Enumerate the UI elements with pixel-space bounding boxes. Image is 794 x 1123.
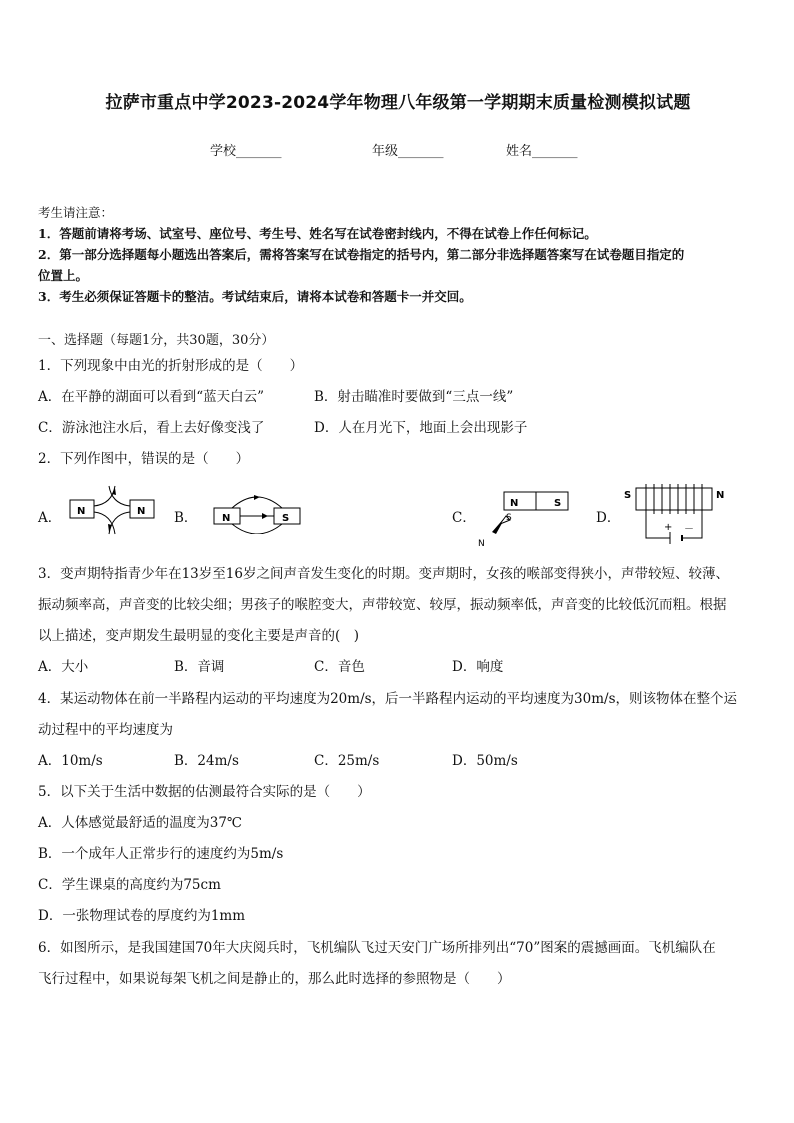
- q2-figure-d: [624, 480, 732, 544]
- q3-option-b[interactable]: B．音调: [174, 659, 225, 675]
- battery-plus: +: [664, 522, 673, 533]
- grade-field[interactable]: 年级_______: [372, 144, 444, 159]
- pole-label: N: [716, 490, 725, 501]
- field-line: [232, 497, 282, 508]
- pole-label: S: [506, 513, 512, 523]
- q4-option-c[interactable]: C．25m/s: [314, 753, 380, 769]
- notice-item-2-cont: 位置上。: [38, 268, 89, 283]
- q2-figure-b: [212, 486, 304, 534]
- battery-minus: －: [684, 524, 694, 535]
- q2-figure-c: [472, 490, 574, 550]
- q1-option-d[interactable]: D．人在月光下，地面上会出现影子: [314, 420, 528, 436]
- q4-option-a[interactable]: A．10m/s: [38, 753, 103, 769]
- q5-option-c[interactable]: C．学生课桌的高度约为75cm: [38, 877, 221, 893]
- field-line: [109, 512, 130, 534]
- q3-line-1: 3．变声期特指青少年在13岁至16岁之间声音发生变化的时期。变声期时，女孩的喉部变得狭小，声带较短、较薄、: [38, 566, 729, 582]
- q2-figure-a: [68, 484, 160, 536]
- field-line: [94, 512, 115, 534]
- q3-line-2: 振动频率高，声音变的比较尖细；男孩子的喉腔变大，声带较宽、较厚，振动频率低，声音变的比较低沉而粗。根据: [38, 597, 727, 613]
- q1-option-b[interactable]: B．射击瞄准时要做到“三点一线”: [314, 389, 514, 405]
- notice-item-3: 3．考生必须保证答题卡的整洁。考试结束后，请将本试卷和答题卡一并交回。: [38, 289, 472, 304]
- q3-option-d[interactable]: D．响度: [452, 659, 504, 675]
- arrowhead: [262, 513, 268, 519]
- pole-label: N: [137, 506, 146, 517]
- q6-line-2: 飞行过程中，如果说每架飞机之间是静止的，那么此时选择的参照物是（ ）: [38, 971, 511, 987]
- field-line: [94, 486, 115, 506]
- q5-option-b[interactable]: B．一个成年人正常步行的速度约为5m/s: [38, 846, 284, 862]
- q6-line-1: 6．如图所示，是我国建国70年大庆阅兵时，飞机编队飞过天安门广场所排列出“70”图案的震撼画面。飞机编队在: [38, 940, 716, 956]
- name-field[interactable]: 姓名_______: [506, 144, 578, 159]
- pole-label: S: [282, 513, 290, 524]
- q2-option-a[interactable]: A．: [38, 510, 62, 526]
- field-line: [109, 486, 130, 506]
- solenoid-core: [636, 488, 712, 510]
- section-heading: 一、选择题（每题1分，共30题，30分）: [38, 333, 275, 348]
- q5-stem: 5．以下关于生活中数据的估测最符合实际的是（ ）: [38, 784, 371, 800]
- q2-stem: 2．下列作图中，错误的是（ ）: [38, 451, 250, 467]
- field-line: [232, 524, 282, 534]
- q5-option-a[interactable]: A．人体感觉最舒适的温度为37℃: [38, 815, 243, 831]
- q2-option-d[interactable]: D．: [596, 510, 621, 526]
- q4-line-2: 动过程中的平均速度为: [38, 722, 173, 738]
- exam-title: 拉萨市重点中学2023-2024学年物理八年级第一学期期末质量检测模拟试题: [105, 93, 691, 113]
- q1-option-a[interactable]: A．在平静的湖面可以看到“蓝天白云”: [38, 389, 265, 405]
- q3-option-c[interactable]: C．音色: [314, 659, 365, 675]
- pole-label: S: [624, 490, 632, 501]
- q4-line-1: 4．某运动物体在前一半路程内运动的平均速度为20m/s，后一半路程内运动的平均速度为30m/s，则该物体在整个运: [38, 691, 737, 707]
- school-field[interactable]: 学校_______: [210, 144, 282, 159]
- pole-label: N: [478, 539, 485, 549]
- q4-option-b[interactable]: B．24m/s: [174, 753, 239, 769]
- q4-option-d[interactable]: D．50m/s: [452, 753, 518, 769]
- q2-option-c[interactable]: C．: [452, 510, 476, 526]
- q1-stem: 1．下列现象中由光的折射形成的是（ ）: [38, 358, 304, 374]
- q3-line-3: 以上描述，变声期发生最明显的变化主要是声音的( ): [38, 628, 360, 644]
- notice-heading: 考生请注意：: [38, 205, 114, 220]
- pole-label: N: [77, 506, 86, 517]
- pole-label: N: [510, 498, 519, 509]
- pole-label: S: [554, 498, 562, 509]
- q1-option-c[interactable]: C．游泳池注水后，看上去好像变浅了: [38, 420, 265, 436]
- notice-item-2: 2．第一部分选择题每小题选出答案后，需将答案写在试卷指定的括号内，第二部分非选择题答案写在试卷题目指定的: [38, 247, 685, 262]
- q2-option-b[interactable]: B．: [174, 510, 198, 526]
- pole-label: N: [222, 513, 231, 524]
- q5-option-d[interactable]: D．一张物理试卷的厚度约为1mm: [38, 908, 246, 924]
- notice-item-1: 1．答题前请将考场、试室号、座位号、考生号、姓名写在试卷密封线内，不得在试卷上作任何标记。: [38, 226, 597, 241]
- q3-option-a[interactable]: A．大小: [38, 659, 89, 675]
